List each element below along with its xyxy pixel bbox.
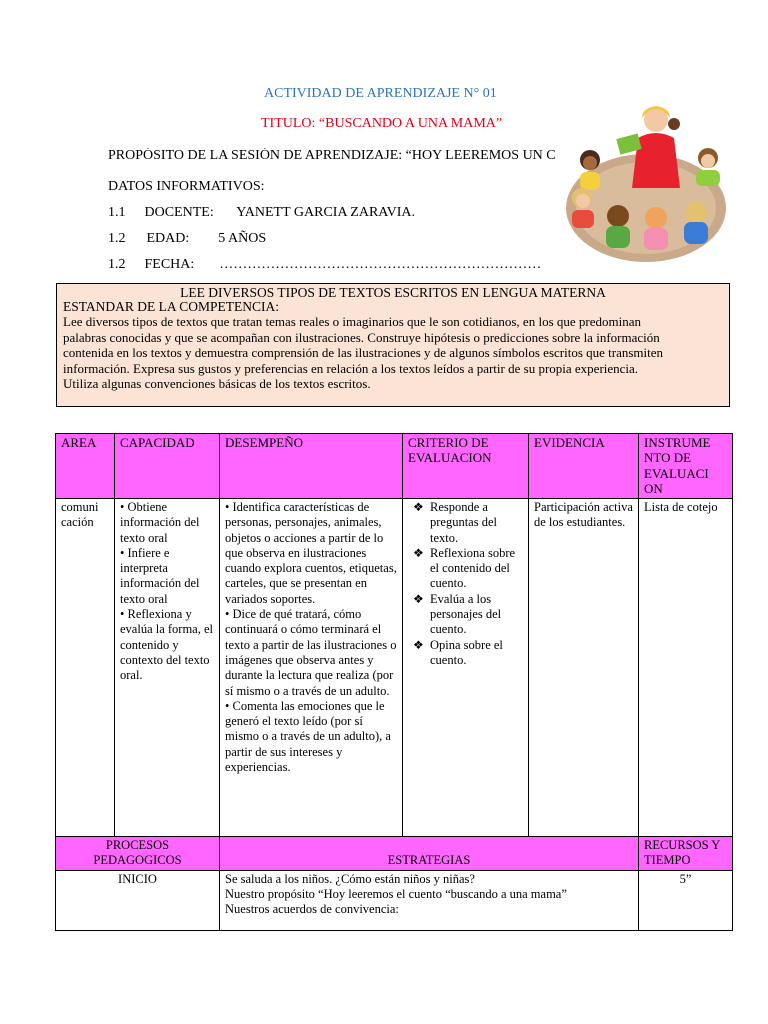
header-capacidad: CAPACIDAD [115, 434, 220, 499]
criterio-item [408, 638, 523, 669]
activity-title: ACTIVIDAD DE APRENDIZAJE N° 01 [264, 86, 497, 101]
table-row [56, 499, 733, 837]
header-criterio: CRITERIO DE EVALUACION [403, 434, 529, 499]
inicio-strategies [220, 870, 639, 930]
diamond-bullet-icon: ❖ [413, 545, 424, 560]
competence-heading: LEE DIVERSOS TIPOS DE TEXTOS ESCRITOS EN LENGUA MATERNA [180, 285, 606, 300]
data-heading: DATOS INFORMATIVOS: [108, 179, 265, 194]
capacidad-item: • Reflexiona y evalúa la forma, el contenido y contexto del texto oral. [120, 607, 214, 683]
criterio-item [408, 592, 523, 638]
instrumento-cell: Lista de cotejo [639, 499, 733, 837]
teacher-row [108, 205, 415, 221]
desempeno-cell [220, 499, 403, 837]
table-header-row [56, 434, 733, 499]
capacidad-item: • Infiere e interpreta información del texto oral [120, 545, 200, 606]
competence-line: Lee diversos tipos de textos que tratan temas reales o imaginarios que le son cotidianos, en los que predominan [63, 314, 641, 329]
competence-line: contenida en los textos y demuestra comprensión de las ilustraciones y de algunos símbolos escritos que transmiten [63, 345, 664, 361]
criterio-item [408, 546, 523, 592]
header-evidencia: EVIDENCIA [529, 434, 639, 499]
criterio-text: Evalúa a los personajes del cuento. [430, 591, 502, 637]
age-value: 5 AÑOS [218, 231, 267, 246]
area-cell: comuni cación [56, 499, 115, 837]
criterio-text: Opina sobre el cuento. [430, 637, 503, 667]
header-desempeno: DESEMPEÑO [220, 434, 403, 499]
criterio-item [408, 500, 523, 546]
procesos-header: PROCESOS PEDAGOGICOS [56, 837, 220, 871]
process-header-row [56, 837, 733, 871]
age-number: 1.2 [108, 231, 126, 246]
age-row [108, 231, 266, 247]
capacidad-item: • Obtiene información del texto oral [120, 500, 200, 545]
capacidad-cell [115, 499, 220, 837]
diamond-bullet-icon: ❖ [413, 637, 424, 652]
table-row [56, 870, 733, 930]
criterio-cell [403, 499, 529, 837]
date-row [108, 257, 541, 273]
desempeno-item: • Identifica características de personas, personajes, animales, objetos o acciones a partir de lo que observa en ilustraciones cuando explora cuentos, etiquetas, carteles, que se presentan en variados soportes. [225, 500, 397, 606]
header-area: AREA [56, 434, 115, 499]
learning-table [55, 433, 733, 931]
estrategias-header: ESTRATEGIAS [220, 837, 639, 871]
inicio-label: INICIO [56, 870, 220, 930]
session-purpose: PROPÓSITO DE LA SESIÓN DE APRENDIZAJE: “HOY LEEREMOS UN C [108, 148, 556, 163]
header-instrumento: INSTRUME NTO DE EVALUACI ON [639, 434, 733, 499]
criterio-text: Responde a preguntas del texto. [430, 500, 497, 545]
criterio-text: Reflexiona sobre el contenido del cuento. [430, 545, 516, 591]
competence-line: palabras conocidas y que se acompañan con ilustraciones. Construye hipótesis o predicciones sobre la información [63, 329, 660, 345]
teacher-value: YANETT GARCIA ZARAVIA. [236, 205, 415, 220]
date-number: 1.2 [108, 257, 126, 272]
recursos-header: RECURSOS Y TIEMPO [639, 837, 733, 871]
strategy-line: Nuestros acuerdos de convivencia: [225, 902, 399, 917]
children-story-illustration [556, 98, 734, 270]
desempeno-item: • Dice de qué tratará, cómo continuará o cómo terminará el texto a partir de las ilustraciones o imágenes que observa antes y durante la lectura que realiza (por sí mismo o a través de un adulto. [225, 607, 397, 698]
strategy-line: Se saluda a los niños. ¿Cómo están niños y niñas? [225, 871, 475, 886]
strategy-line: Nuestro propósito “Hoy leeremos el cuento “buscando a una mama” [225, 886, 567, 901]
desempeno-item: • Comenta las emociones que le generó el texto leído (por sí mismo o a través de un adulto), a partir de sus intereses y experiencias. [225, 698, 391, 775]
inicio-time: 5” [639, 870, 733, 930]
teacher-label: DOCENTE: [144, 205, 214, 220]
evidencia-cell: Participación activa de los estudiantes. [529, 499, 639, 837]
diamond-bullet-icon: ❖ [413, 500, 424, 514]
competence-line: información. Expresa sus gustos y preferencias en relación a los textos leídos a partir de su propia experiencia. [63, 360, 639, 376]
session-title: TITULO: “BUSCANDO A UNA MAMA” [261, 116, 503, 131]
diamond-bullet-icon: ❖ [413, 591, 424, 606]
teacher-number: 1.1 [108, 205, 126, 220]
age-label: EDAD: [146, 231, 190, 246]
competence-standard-label: ESTANDAR DE LA COMPETENCIA: [63, 299, 280, 314]
competence-box [56, 283, 730, 407]
date-label: FECHA: [144, 257, 195, 272]
date-value: …………………………………………………………… [219, 257, 542, 272]
competence-line: Utiliza algunas convenciones básicas de los textos escritos. [63, 376, 371, 392]
